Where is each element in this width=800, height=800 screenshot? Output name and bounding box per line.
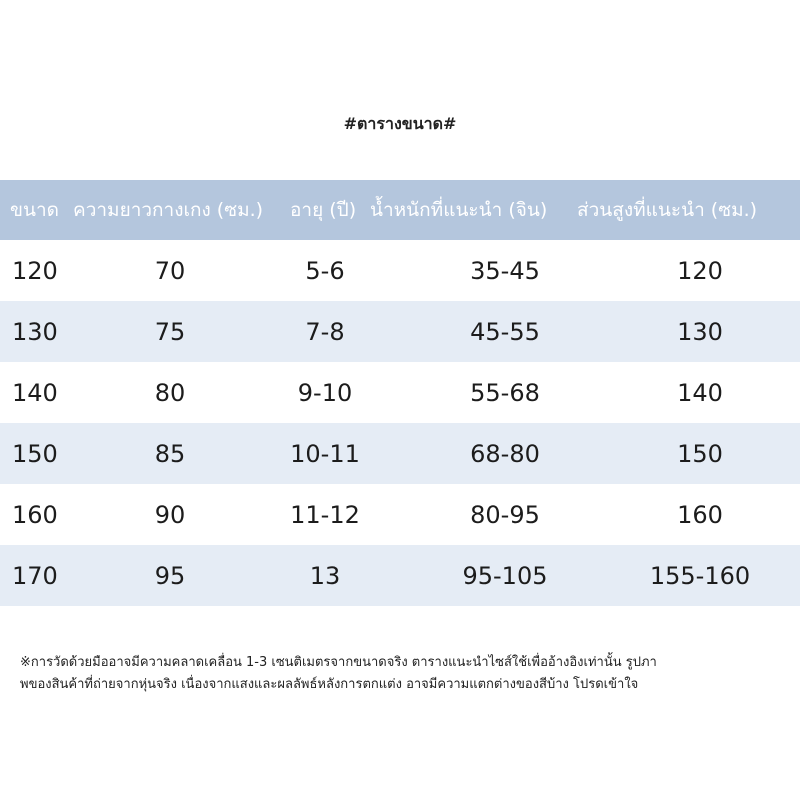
cell-height: 140 [677, 379, 723, 407]
table-row [0, 240, 800, 301]
size-chart-table [0, 180, 800, 606]
cell-size: 150 [12, 440, 58, 468]
table-row [0, 362, 800, 423]
cell-age: 11-12 [290, 501, 360, 529]
header-pants-length: ความยาวกางเกง (ซม.) [73, 199, 264, 221]
header-recommended-weight: น้ำหนักที่แนะนำ (จิน) [370, 199, 548, 221]
cell-age: 13 [309, 562, 341, 590]
cell-size: 140 [12, 379, 58, 407]
header-recommended-height: ส่วนสูงที่แนะนำ (ซม.) [577, 199, 758, 221]
cell-height: 120 [677, 257, 723, 285]
cell-age: 9-10 [297, 379, 353, 407]
cell-weight: 55-68 [470, 379, 540, 407]
table-header [0, 180, 800, 240]
measurement-disclaimer [20, 652, 790, 696]
cell-weight: 80-95 [470, 501, 540, 529]
cell-pants-length: 85 [154, 440, 186, 468]
table-row [0, 484, 800, 545]
cell-age: 5-6 [305, 257, 345, 285]
cell-age: 7-8 [305, 318, 345, 346]
cell-size: 170 [12, 562, 58, 590]
cell-height: 155-160 [649, 562, 751, 590]
cell-size: 130 [12, 318, 58, 346]
cell-pants-length: 70 [154, 257, 186, 285]
cell-age: 10-11 [290, 440, 360, 468]
cell-size: 160 [12, 501, 58, 529]
cell-weight: 95-105 [462, 562, 548, 590]
cell-weight: 45-55 [470, 318, 540, 346]
disclaimer-line-2: พของสินค้าที่ถ่ายจากหุ่นจริง เนื่องจากแสงและผลลัพธ์หลังการตกแต่ง อาจมีความแตกต่างของสีบ้าง โปรดเข้าใจ [20, 677, 639, 692]
table-row [0, 545, 800, 606]
cell-pants-length: 90 [154, 501, 186, 529]
cell-pants-length: 95 [154, 562, 186, 590]
page-title: #ตารางขนาด# [343, 114, 457, 133]
cell-pants-length: 80 [154, 379, 186, 407]
header-size: ขนาด [10, 199, 59, 221]
cell-weight: 35-45 [470, 257, 540, 285]
table-row [0, 301, 800, 362]
cell-height: 130 [677, 318, 723, 346]
disclaimer-line-1: ※การวัดด้วยมืออาจมีความคลาดเคลื่อน 1-3 เซนติเมตรจากขนาดจริง ตารางแนะนำไซส์ใช้เพื่ออ้างอิงเท่านั้น รูปภา [20, 655, 657, 670]
table-row [0, 423, 800, 484]
header-age: อายุ (ปี) [290, 199, 357, 221]
cell-weight: 68-80 [470, 440, 540, 468]
cell-height: 150 [677, 440, 723, 468]
cell-height: 160 [677, 501, 723, 529]
cell-pants-length: 75 [154, 318, 186, 346]
cell-size: 120 [12, 257, 58, 285]
